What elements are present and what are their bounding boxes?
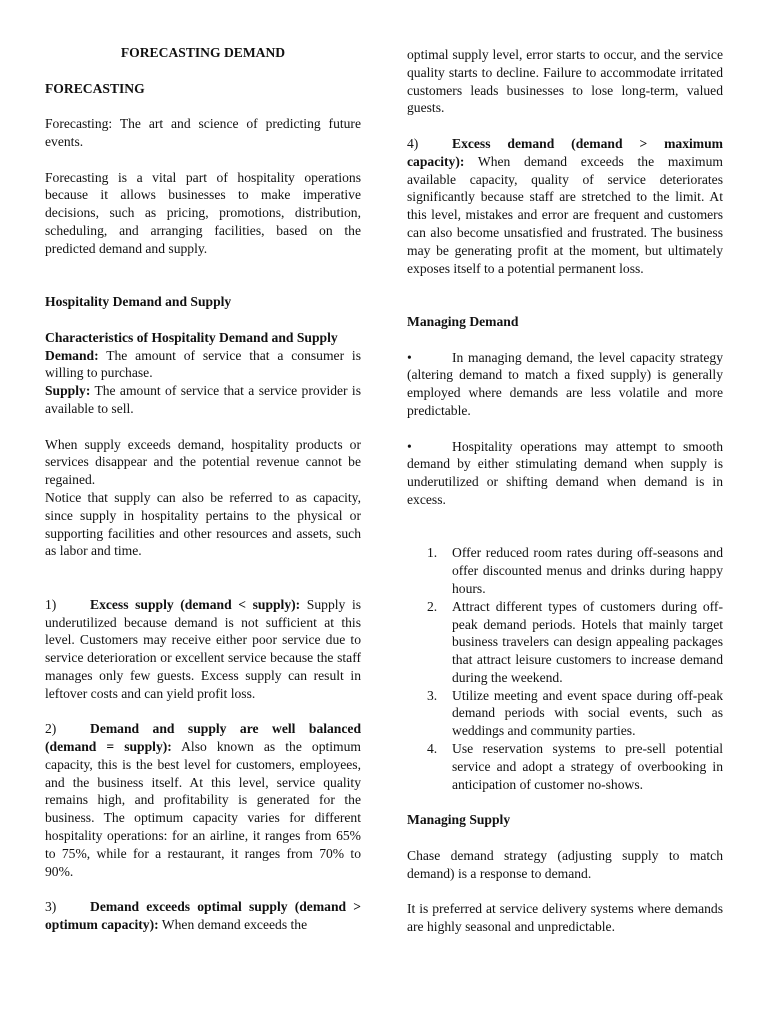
document-title: FORECASTING DEMAND — [120, 45, 286, 60]
preferred-paragraph: It is preferred at service delivery systems where demands are highly seasonal and unpredictable. — [407, 901, 723, 935]
bullet-item — [407, 438, 723, 509]
list-number: 4. — [427, 741, 438, 757]
supply-definition — [45, 382, 361, 418]
item-balanced — [45, 720, 361, 880]
numbered-list — [407, 544, 723, 793]
item-number: 1) — [45, 596, 57, 612]
list-number: 1. — [427, 545, 438, 561]
list-text: Utilize meeting and event space during off-peak demand periods with social events, such as weddings and community parties. — [452, 687, 723, 739]
item-exceeds-optimal-continued: optimal supply level, error starts to occur, and the service quality starts to decline. Failure to accommodate irritated customers leads businesses to lose long-term, valued guests. — [407, 47, 723, 116]
item-number: 3) — [45, 899, 57, 915]
list-item — [407, 598, 723, 687]
forecasting-importance: Forecasting is a vital part of hospitality operations because it allows businesses to make imperative decisions, such as pricing, promotions, distribution, scheduling, and arranging facilities, based on the predicted demand and supply. — [45, 169, 361, 256]
list-item — [407, 544, 723, 597]
bullet-icon: • — [407, 349, 412, 365]
item-text: Also known as the optimum capacity, this is the best level for customers, employees, and the business itself. At this level, service quality remains high, and profitability is generated for the business. The optimum capacity varies for different hospitality operations: for an airline, it ranges from 65% to 75%, while for a restaurant, it ranges from 70% to 90%. — [45, 739, 361, 879]
item-term: Demand and supply are well balanced (demand = supply): — [45, 721, 361, 755]
list-item — [407, 740, 723, 793]
demand-definition — [45, 347, 361, 383]
item-text: Supply is underutilized because demand is not sufficient at this level. Customers may receive either poor service due to service deterioration or excellent service because the staff manages only few guests. Excess supply can result in leftover costs and can yield profit loss. — [45, 596, 362, 701]
list-text: Offer reduced room rates during off-seasons and offer discounted menus and drinks during happy hours. — [452, 545, 723, 596]
item-term: Excess demand (demand > maximum capacity): — [407, 135, 723, 169]
bullet-icon: • — [407, 438, 412, 454]
supply-text: The amount of service that a service provider is available to sell. — [45, 383, 361, 416]
bullet-text: Hospitality operations may attempt to smooth demand by either stimulating demand when supply is underutilized or shifting demand when demand is in excess. — [407, 438, 723, 507]
list-text: Use reservation systems to pre-sell potential service and adopt a strategy of overbooking in anticipation of customer no-shows. — [452, 741, 723, 792]
right-column — [407, 46, 723, 936]
demand-text: The amount of service that a consumer is willing to purchase. — [45, 347, 361, 381]
item-text: When demand exceeds the — [158, 917, 308, 933]
item-excess-supply — [45, 596, 361, 703]
heading-managing-supply: Managing Supply — [407, 812, 511, 828]
list-number: 2. — [427, 598, 438, 614]
heading-managing-demand: Managing Demand — [407, 313, 519, 329]
item-term: Demand exceeds optimal supply (demand > optimum capacity): — [45, 899, 361, 933]
item-number: 4) — [407, 135, 419, 151]
item-number: 2) — [45, 721, 57, 737]
item-excess-demand — [407, 135, 723, 277]
list-item — [407, 687, 723, 740]
capacity-note-paragraph: Notice that supply can also be referred to as capacity, since supply in hospitality pertains to the physical or supporting facilities and other resources and assets, such as labor and time. — [45, 489, 361, 559]
list-text: Attract different types of customers during off-peak demand periods. Hotels that mainly target business travelers can design appealing packages that attract leisure customers to increase demand during the weekend. — [452, 598, 723, 685]
left-column — [45, 44, 361, 934]
bullet-text: In managing demand, the level capacity strategy (altering demand to match a fixed supply) is generally employed where demands are less volatile and more predictable. — [407, 349, 723, 418]
supply-exceeds-paragraph: When supply exceeds demand, hospitality products or services disappear and the potential revenue cannot be regained. — [45, 436, 361, 488]
heading-characteristics: Characteristics of Hospitality Demand and Supply — [45, 329, 338, 345]
bullet-item — [407, 349, 723, 420]
item-exceeds-optimal — [45, 898, 361, 934]
item-text: When demand exceeds the maximum available capacity, quality of service deteriorates significantly because staff are stretched to the limit. At this level, mistakes and error are frequent and customers can also become unsatisfied and frustrated. The business may be generating profit at the moment, but ultimately exposes itself to a potential permanent loss. — [407, 153, 723, 276]
supply-term: Supply: — [45, 383, 91, 399]
list-number: 3. — [427, 687, 438, 703]
heading-forecasting: FORECASTING — [45, 80, 145, 96]
item-term: Excess supply (demand < supply): — [90, 596, 301, 612]
chase-demand-paragraph: Chase demand strategy (adjusting supply to match demand) is a response to demand. — [407, 847, 723, 881]
demand-term: Demand: — [45, 347, 99, 363]
forecasting-definition: Forecasting: The art and science of predicting future events. — [45, 116, 361, 149]
heading-demand-supply: Hospitality Demand and Supply — [45, 294, 232, 310]
